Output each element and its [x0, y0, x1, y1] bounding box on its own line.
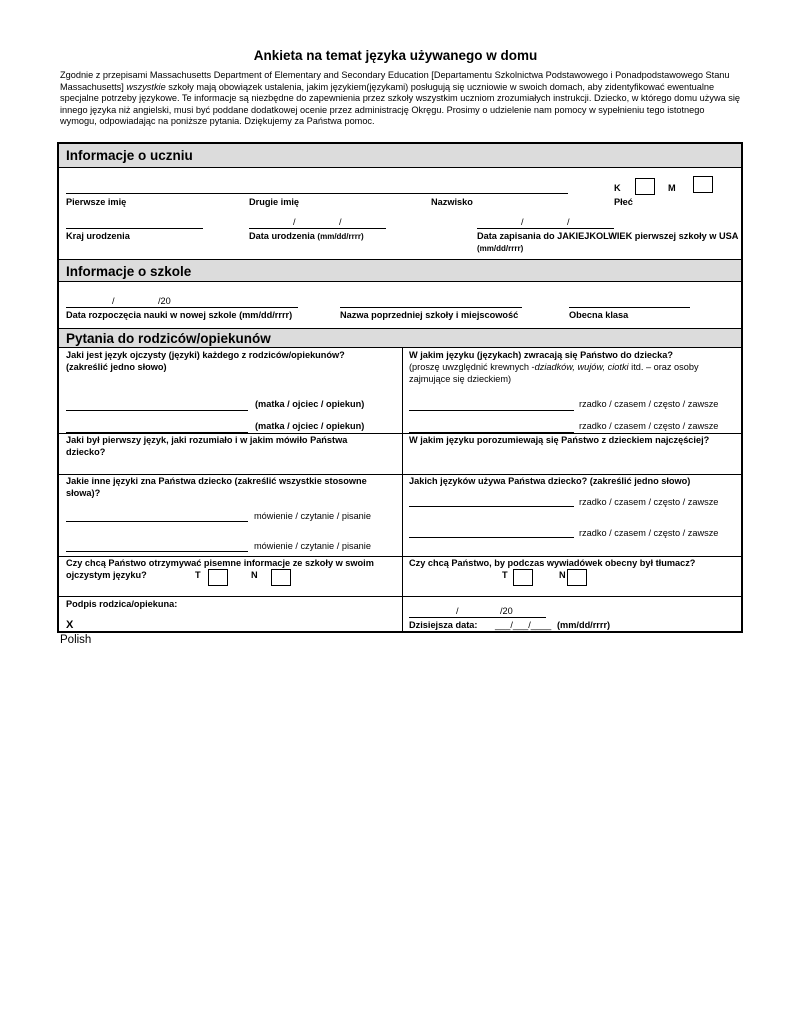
- start-date-line[interactable]: [66, 307, 298, 308]
- q8-yes-checkbox[interactable]: [513, 569, 533, 586]
- column-divider: [402, 348, 403, 633]
- q6-frequency2[interactable]: rzadko / czasem / często / zawsze: [579, 528, 719, 538]
- q6-line1[interactable]: [409, 506, 574, 507]
- q2-frequency1[interactable]: rzadko / czasem / często / zawsze: [579, 399, 719, 409]
- q7-yes-checkbox[interactable]: [208, 569, 228, 586]
- q8-text: Czy chcą Państwo, by podczas wywiadówek obecny był tłumacz?: [409, 558, 696, 568]
- q2-subtext-italic: dziadków, wujów, ciotki: [534, 362, 629, 372]
- q3-text: Jaki był pierwszy język, jaki rozumiało i w jakim mówiło Państwa dziecko?: [66, 435, 348, 457]
- footer-language: Polish: [60, 634, 92, 646]
- q2-subtext-c: itd. – oraz osoby zajmujące się dzieckiem): [409, 362, 699, 384]
- birth-date-text: Data urodzenia: [249, 231, 315, 241]
- signature-label: Podpis rodzica/opiekuna:: [66, 599, 178, 609]
- intro-text: [60, 70, 740, 128]
- first-name-label: Pierwsze imię: [66, 197, 127, 207]
- q1-option1[interactable]: (matka / ojciec / opiekun): [255, 399, 365, 409]
- start-date-year: /20: [158, 296, 171, 306]
- birth-country-label: Kraj urodzenia: [66, 231, 130, 241]
- q8-no-checkbox[interactable]: [567, 569, 587, 586]
- enroll-date-format: (mm/dd/rrrr): [477, 243, 524, 253]
- today-date-blank[interactable]: ___/___/____: [495, 620, 552, 630]
- gender-m-label: M: [668, 183, 676, 193]
- intro-part2: szkoły mają obowiązek ustalenia, jakim językiem(językami) posługują się uczniowie w swoich domach, aby zidentyfikować ewentualne specjalne potrzeby językowe. Te informacje są niezbędne do zapewnienia przez szkoły wszystkim uczniom zrozumiałych instrukcji. Dziecko, w którego domu używa się innego języka niż angielski, musi być poddane dodatkowej ocenie przez administrację Okręgu. Prosimy o udzielenie nam pomocy w sypełnieniu tego istotnego wymogu, odpowiadając na poniższe pytania. Dziękujemy za Państwa pomoc.: [60, 81, 740, 127]
- intro-part1: Zgodnie z przepisami Massachusetts Department of Elementary and Secondary Education [Departamentu Szkolnictwa Podstawowego i Ponadpodstawowego Stanu Massachusetts]: [60, 70, 730, 92]
- q2-line1[interactable]: [409, 410, 574, 411]
- q6-frequency1[interactable]: rzadko / czasem / często / zawsze: [579, 497, 719, 507]
- signature-x[interactable]: X: [66, 619, 74, 631]
- birth-date-sep1: /: [293, 217, 296, 227]
- birth-date-line[interactable]: [249, 228, 386, 229]
- enroll-date-sep1: /: [521, 217, 524, 227]
- birth-country-line[interactable]: [66, 228, 203, 229]
- gender-m-checkbox[interactable]: [693, 176, 713, 193]
- birth-date-label: [249, 231, 364, 241]
- row-divider-2: [59, 474, 741, 475]
- enroll-date-label: [477, 231, 739, 254]
- gender-k-label: K: [614, 183, 621, 193]
- today-date-label: Dzisiejsza data:: [409, 620, 478, 630]
- section-student-heading: Informacje o uczniu: [59, 144, 741, 168]
- q5-text: Jakie inne języki zna Państwa dziecko (zakreślić wszystkie stosowne słowa)?: [66, 476, 367, 498]
- intro-italic: wszystkie: [126, 81, 166, 92]
- q6-text: Jakich języków używa Państwa dziecko? (zakreślić jedno słowo): [409, 476, 691, 486]
- today-date-sep: /: [456, 606, 459, 616]
- grade-label: Obecna klasa: [569, 310, 629, 320]
- q1-option2[interactable]: (matka / ojciec / opiekun): [255, 421, 365, 431]
- q5-option2[interactable]: mówienie / czytanie / pisanie: [254, 541, 371, 551]
- birth-date-sep2: /: [339, 217, 342, 227]
- row-divider-1: [59, 433, 741, 434]
- row-divider-4: [59, 596, 741, 597]
- start-date-sep: /: [112, 296, 115, 306]
- q7-text: Czy chcą Państwo otrzymywać pisemne informacje ze szkoły w swoim ojczystym języku?: [66, 558, 374, 580]
- q1-line1[interactable]: [66, 410, 248, 411]
- q8-no-label: N: [559, 570, 566, 580]
- birth-date-format: (mm/dd/rrrr): [317, 232, 364, 241]
- row-divider-3: [59, 556, 741, 557]
- q8-yes-label: T: [502, 570, 508, 580]
- enroll-date-text: Data zapisania do JAKIEJKOLWIEK pierwszej szkoły w USA: [477, 231, 739, 241]
- today-date-format: (mm/dd/rrrr): [557, 620, 611, 630]
- prev-school-line[interactable]: [340, 307, 522, 308]
- enroll-date-sep2: /: [567, 217, 570, 227]
- last-name-label: Nazwisko: [431, 197, 473, 207]
- section-parents-heading: Pytania do rodziców/opiekunów: [59, 328, 741, 348]
- enroll-date-line[interactable]: [477, 228, 614, 229]
- q6-line2[interactable]: [409, 537, 574, 538]
- prev-school-label: Nazwa poprzedniej szkoły i miejscowość: [340, 310, 519, 320]
- q2-subtext: [409, 362, 729, 385]
- q5-option1[interactable]: mówienie / czytanie / pisanie: [254, 511, 371, 521]
- q2-frequency2[interactable]: rzadko / czasem / często / zawsze: [579, 421, 719, 431]
- start-date-label: Data rozpoczęcia nauki w nowej szkole (mm/dd/rrrr): [66, 310, 293, 320]
- q7-no-label: N: [251, 570, 258, 580]
- q4-text: W jakim języku porozumiewają się Państwo z dzieckiem najczęściej?: [409, 435, 710, 445]
- q2-text: W jakim języku (językach) zwracają się Państwo do dziecka?: [409, 350, 673, 360]
- q1-text: Jaki jest język ojczysty (języki) każdego z rodziców/opiekunów? (zakreślić jedno słowo): [66, 350, 345, 372]
- grade-line[interactable]: [569, 307, 690, 308]
- gender-k-checkbox[interactable]: [635, 178, 655, 195]
- today-date-line[interactable]: [409, 617, 546, 618]
- section-school-heading: Informacje o szkole: [59, 259, 741, 282]
- q7-no-checkbox[interactable]: [271, 569, 291, 586]
- middle-name-label: Drugie imię: [249, 197, 300, 207]
- today-date-year: /20: [500, 606, 513, 616]
- q5-line2[interactable]: [66, 551, 248, 552]
- q7-yes-label: T: [195, 570, 201, 580]
- name-line[interactable]: [66, 193, 568, 194]
- q2-subtext-a: (proszę uwzględnić krewnych -: [409, 362, 535, 372]
- form-title: Ankieta na temat języka używanego w domu: [253, 48, 538, 63]
- gender-label: Płeć: [614, 197, 633, 207]
- q5-line1[interactable]: [66, 521, 248, 522]
- form-body: [57, 142, 743, 633]
